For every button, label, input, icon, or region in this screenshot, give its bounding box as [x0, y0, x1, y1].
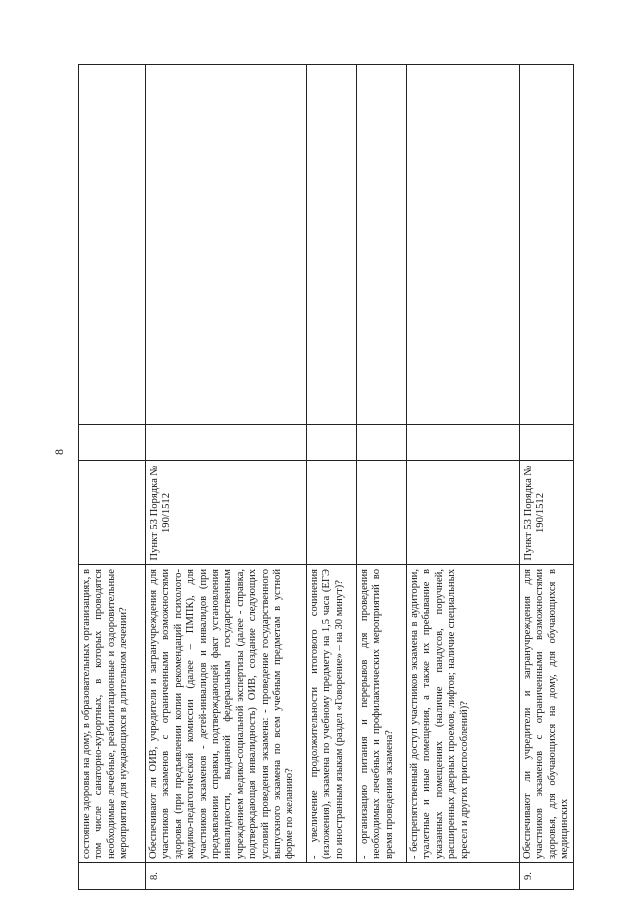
requirements-table	[78, 64, 574, 890]
page-number: 8	[52, 449, 66, 455]
row-number: 8.	[149, 872, 160, 880]
question-text: - беспрепятственный доступ участников экзамена в аудитории, туалетные и иные помещения, а также их пребывание в указанных помещениях (наличие пандусов, поручней, расширенных дверных проемов, лифтов; наличие специальных кресел и других приспособлений)?	[409, 569, 470, 859]
question-text: - увеличение продолжительности итогового сочинения (изложения), экзамена по учебному предмету на 1,5 часа (ЕГЭ по иностранным языкам (раздел «Говорение» – на 30 минут)?	[309, 569, 345, 859]
question-text: состояние здоровья на дому, в образовательных организациях, в том числе санаторно-курортных, в которых проводятся необходимые лечебные, реабилитационные и оздоровительные мероприятия для нуждающихся в длительном лечении?	[81, 569, 130, 859]
row-number: 9.	[523, 872, 534, 880]
question-text: - организацию питания и перерывов для проведения необходимых лечебных и профилактических мероприятий во время проведения экзамена?	[359, 569, 395, 859]
answer-column-2	[79, 392, 573, 425]
question-text: Обеспечивают ли ОИВ, учредители и загранучреждения для участников экзаменов с ограниченными возможностями здоровья (при предъявлении копии рекомендаций психолого-медико-педагогической комиссии (далее – ПМПК), для участников экзаменов - детей-инвалидов и инвалидов (при предъявлении справки, подтверждающей факт установления инвалидности, выданной федеральным государственным учреждением медико-социальной экспертизы (далее - справка, подтверждающая инвалидность) ОИВ, создание следующих условий проведения экзамена: - проведение государственного выпускного экзамена по всем учебным предметам в устной форме по желанию?	[148, 569, 296, 859]
reference-text: Пункт 53 Порядка № 190/1512	[149, 465, 173, 561]
reference-text: Пункт 53 Порядка № 190/1512	[523, 465, 547, 561]
question-text: Обеспечивают ли учредители и загранучреждения для участников экзаменов с ограниченными возможностями здоровья, для обучающихся на дому, для обучающихся в медицинских	[522, 569, 571, 859]
answer-column-1	[79, 424, 573, 461]
